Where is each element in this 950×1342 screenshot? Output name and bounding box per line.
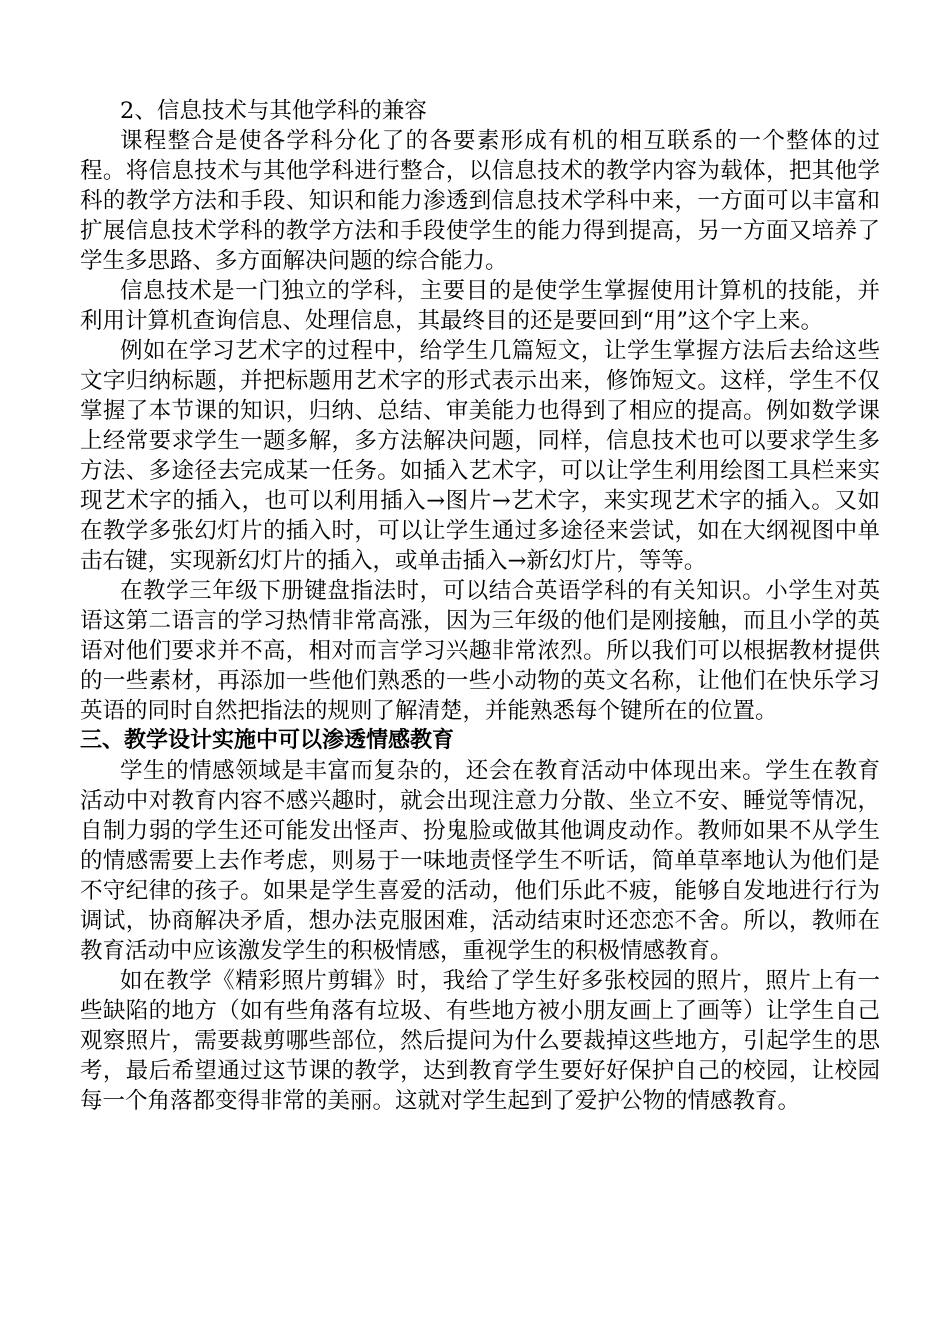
section-heading: 三、教学设计实施中可以渗透情感教育 [80,728,455,753]
subheading: 2、信息技术与其他学科的兼容 [120,98,427,124]
paragraph: 课程整合是使各学科分化了的各要素形成有机的相互联系的一个整体的过程。将信息技术与其他学科进行整合，以信息技术的教学内容为载体，把其他学科的教学方法和手段、知识和能力渗透到信息技术学科中来，一方面可以丰富和扩展信息技术学科的教学方法和手段使学生的能力得到提高，另一方面又培养了学生多思路、多方面解决问题的综合能力。 [80,128,880,274]
paragraph: 学生的情感领域是丰富而复杂的，还会在教育活动中体现出来。学生在教育活动中对教育内容不感兴趣时，就会出现注意力分散、坐立不安、睡觉等情况，自制力弱的学生还可能发出怪声、扮鬼脸或做其他调皮动作。教师如果不从学生的情感需要上去作考虑，则易于一味地责怪学生不听话，简单草率地认为他们是不守纪律的孩子。如果是学生喜爱的活动，他们乐此不疲，能够自发地进行行为调试，协商解决矛盾，想办法克服困难，活动结束时还恋恋不舍。所以，教师在教育活动中应该激发学生的积极情感，重视学生的积极情感教育。 [80,758,880,964]
document-page [80,96,880,1116]
paragraph: 在教学三年级下册键盘指法时，可以结合英语学科的有关知识。小学生对英语这第二语言的学习热情非常高涨，因为三年级的他们是刚接触，而且小学的英语对他们要求并不高，相对而言学习兴趣非常浓烈。所以我们可以根据教材提供的一些素材，再添加一些他们熟悉的一些小动物的英文名称，让他们在快乐学习英语的同时自然把指法的规则了解清楚，并能熟悉每个键所在的位置。 [80,578,880,724]
paragraph: 例如在学习艺术字的过程中，给学生几篇短文，让学生掌握方法后去给这些文字归纳标题，并把标题用艺术字的形式表示出来，修饰短文。这样，学生不仅掌握了本节课的知识，归纳、总结、审美能力也得到了相应的提高。例如数学课上经常要求学生一题多解，多方法解决问题，同样，信息技术也可以要求学生多方法、多途径去完成某一任务。如插入艺术字，可以让学生利用绘图工具栏来实现艺术字的插入，也可以利用插入→图片→艺术字，来实现艺术字的插入。又如在教学多张幻灯片的插入时，可以让学生通过多途径来尝试，如在大纲视图中单击右键，实现新幻灯片的插入，或单击插入→新幻灯片，等等。 [80,338,880,574]
paragraph: 信息技术是一门独立的学科，主要目的是使学生掌握使用计算机的技能，并利用计算机查询信息、处理信息，其最终目的还是要回到“用”这个字上来。 [80,278,880,334]
paragraph: 如在教学《精彩照片剪辑》时，我给了学生好多张校园的照片，照片上有一些缺陷的地方（如有些角落有垃圾、有些地方被小朋友画上了画等）让学生自己观察照片，需要裁剪哪些部位，然后提问为什么要裁掉这些地方，引起学生的思考，最后希望通过这节课的教学，达到教育学生要好好保护自己的校园，让校园每一个角落都变得非常的美丽。这就对学生起到了爱护公物的情感教育。 [80,968,880,1114]
